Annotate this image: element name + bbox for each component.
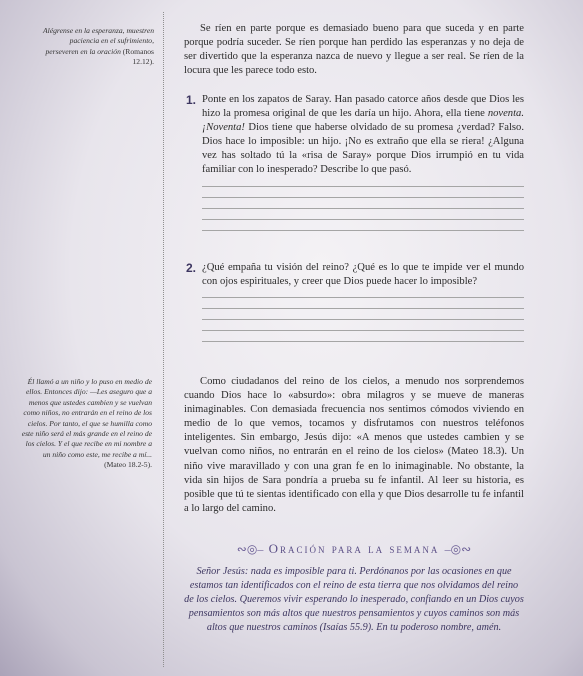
answer-lines-2[interactable]: [186, 297, 524, 352]
answer-lines-1[interactable]: [186, 186, 524, 241]
sidebar-quote-matthew: [20, 377, 152, 471]
answer-line[interactable]: [202, 197, 524, 198]
answer-line[interactable]: [202, 208, 524, 209]
answer-line[interactable]: [202, 308, 524, 309]
question-text: Ponte en los zapatos de Saray. Han pasado catorce años desde que Dios les hizo la promesa original de que les daría un hijo. Ahora, ella tiene noventa. ¡Noventa! Dios tiene que haberse olvidado de su promesa ¿verdad? Falso. Dios hace lo imposible: un hijo. ¡No es extraño que ella se riera! ¿Alguna vez has soltado tú la «risa de Saray» porque Dios irrumpió en tu vida familiar con lo inesperado? Describe lo que pasó.: [202, 94, 524, 176]
intro-paragraph: Se ríen en parte porque es demasiado bueno para que suceda y en parte porque podría suceder. Se ríen porque han perdido las esperanzas y no deja de ser divertido que la esperanza nazca de nuevo y llegue a ser real. Se ríen de la locura que les parece todo esto.: [184, 23, 524, 77]
prayer-heading: [184, 541, 524, 557]
prayer-title: Oración para la semana: [268, 541, 440, 556]
answer-line[interactable]: [202, 297, 524, 298]
quote-text: Él llamó a un niño y lo puso en medio de ellos. Entonces dijo: —Les aseguro que a menos que ustedes cambien y se vuelvan como niños, no entrarán en el reino de los cielos. Por tanto, el que se humilla como este niño será el más grande en el reino de los cielos. Y el que recibe en mi nombre a un niño como este, me recibe a mí...: [21, 377, 152, 459]
answer-line[interactable]: [202, 330, 524, 331]
answer-line[interactable]: [202, 186, 524, 187]
question-2: [186, 261, 524, 289]
answer-line[interactable]: [202, 341, 524, 342]
question-text: ¿Qué empaña tu visión del reino? ¿Qué es lo que te impide ver el mundo con ojos espirituales, y creer que Dios puede hacer lo imposible?: [202, 262, 524, 288]
prayer-text: Señor Jesús: nada es imposible para ti. Perdónanos por las ocasiones en que estamos tan identificados con el reino de esta tierra que nos olvidamos del reino de los cielos. Queremos vivir esperando lo inesperado, confiando en un Dios cuyos pensamientos son más altos que nuestros pensamientos y cuyos caminos son más altos que nuestros caminos (Isaías 55.9). En tu poderoso nombre, amén.: [184, 566, 524, 633]
sidebar-quote-romans: [38, 26, 154, 68]
sidebar-divider: [163, 12, 164, 667]
swirl-ornament-icon: ∾◎–: [236, 542, 264, 556]
answer-line[interactable]: [202, 230, 524, 231]
quote-text: Alégrense en la esperanza, muestren paciencia en el sufrimiento, perseveren en la oración: [43, 26, 154, 56]
emphasis-noventa: noventa. ¡Noventa!: [202, 108, 524, 134]
question-number: 2.: [186, 261, 197, 275]
body-paragraph: Como ciudadanos del reino de los cielos, a menudo nos sorprendemos cuando Dios hace lo «absurdo»: obra milagros y se mueve de maneras inimaginables. Con demasiada frecuencia nos sentimos cómodos viviendo en medio de lo que vemos, tocamos y disfrutamos con nuestros teléfonos inteligentes. Sin embargo, Jesús dijo: «A menos que ustedes cambien y se vuelvan como niños, no entrarán en el reino de los cielos» (Mateo 18.3). Un niño vive maravillado y con una gran fe en lo inimaginable. No obstante, la vida sin hijos de Sara pondría a prueba su fe infantil. Al leer su historia, es posible que tú te sientas identificado con ella y que Dios desarrolle tu fe infantil a lo largo del camino.: [184, 376, 524, 514]
question-1: [186, 93, 524, 178]
quote-reference: (Mateo 18.2-5).: [104, 460, 152, 470]
swirl-ornament-icon: –◎∾: [444, 542, 472, 556]
question-number: 1.: [186, 93, 197, 107]
answer-line[interactable]: [202, 219, 524, 220]
answer-line[interactable]: [202, 319, 524, 320]
quote-reference: (Romanos 12.12).: [122, 46, 154, 67]
